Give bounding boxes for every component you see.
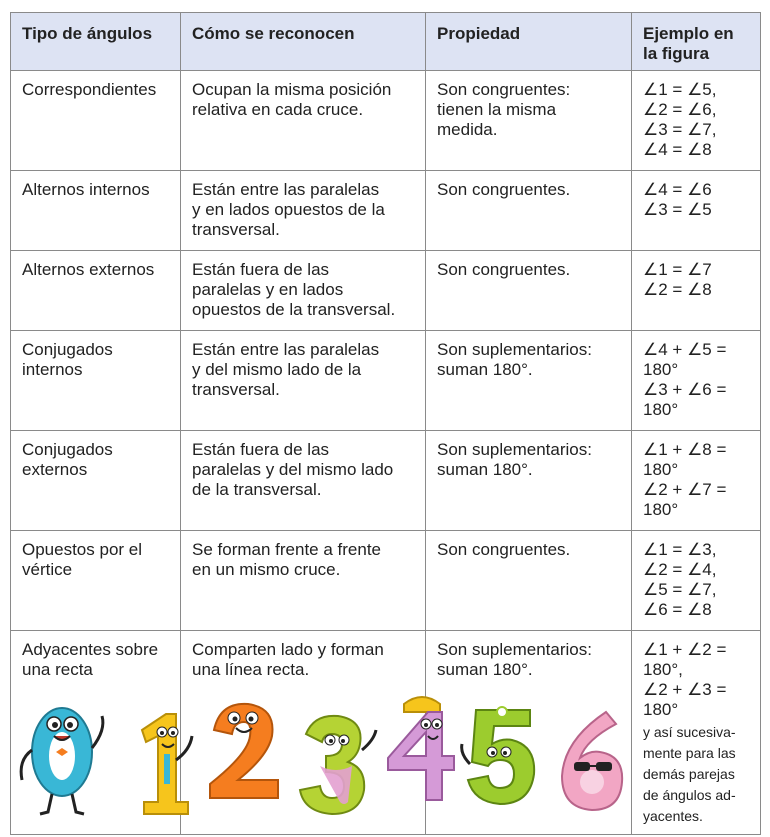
cell-line: medida. — [437, 120, 498, 139]
cell-propiedad — [426, 631, 632, 835]
cell-tipo — [11, 331, 181, 431]
table-row — [11, 251, 761, 331]
cell-reconocen — [181, 431, 426, 531]
cell-ejemplo — [632, 71, 761, 171]
cell-reconocen — [181, 71, 426, 171]
cell-ejemplo — [632, 251, 761, 331]
cell-line: suman 180°. — [437, 360, 533, 379]
cell-line: Son congruentes: — [437, 80, 571, 99]
cell-note-line: de ángulos ad- — [643, 787, 736, 803]
cell-ejemplo — [632, 531, 761, 631]
header-ejemplo-line: Ejemplo en — [643, 24, 734, 43]
cell-tipo — [11, 171, 181, 251]
cell-line: Alternos internos — [22, 180, 150, 199]
cell-line: Ocupan la misma posición — [192, 80, 392, 99]
header-tipo: Tipo de ángulos — [11, 13, 181, 71]
cell-ejemplo — [632, 331, 761, 431]
cell-line: ∠1 = ∠7 — [643, 260, 712, 279]
cell-line: opuestos de la transversal. — [192, 300, 396, 319]
cell-line: Conjugados — [22, 440, 113, 459]
table-row — [11, 531, 761, 631]
cell-line: de la transversal. — [192, 480, 322, 499]
cell-line: ∠4 + ∠5 = — [643, 340, 727, 359]
cell-line: paralelas y en lados — [192, 280, 344, 299]
header-ejemplo — [632, 13, 761, 71]
cell-line: Están fuera de las — [192, 440, 330, 459]
cell-line: ∠6 = ∠8 — [643, 600, 712, 619]
cell-line: Son congruentes. — [437, 260, 571, 279]
cell-line: 180° — [643, 360, 679, 379]
cell-line: suman 180°. — [437, 460, 533, 479]
cell-tipo — [11, 431, 181, 531]
cell-line: 180°, — [643, 660, 683, 679]
cell-line: y del mismo lado de la — [192, 360, 362, 379]
cell-line: Son suplementarios: — [437, 440, 592, 459]
cell-line: una recta — [22, 660, 93, 679]
cell-note-line: mente para las — [643, 745, 736, 761]
cell-line: y en lados opuestos de la — [192, 200, 385, 219]
cell-line: ∠2 = ∠8 — [643, 280, 712, 299]
cell-propiedad — [426, 531, 632, 631]
cell-line: Correspondientes — [22, 80, 157, 99]
cell-tipo — [11, 251, 181, 331]
header-reconocen: Cómo se reconocen — [181, 13, 426, 71]
cell-line: transversal. — [192, 380, 280, 399]
cell-line: externos — [22, 460, 88, 479]
cell-line: suman 180°. — [437, 660, 533, 679]
cell-line: ∠1 = ∠3, — [643, 540, 717, 559]
table-row — [11, 431, 761, 531]
cell-line: ∠4 = ∠8 — [643, 140, 712, 159]
cell-line: Están fuera de las — [192, 260, 330, 279]
cell-ejemplo — [632, 431, 761, 531]
cell-note-line: demás parejas — [643, 766, 735, 782]
cell-line: Opuestos por el — [22, 540, 143, 559]
cell-line: ∠3 = ∠5 — [643, 200, 712, 219]
cell-line: ∠1 + ∠8 = — [643, 440, 727, 459]
cell-line: 180° — [643, 700, 679, 719]
cell-ejemplo — [632, 171, 761, 251]
cell-reconocen — [181, 331, 426, 431]
cell-line: ∠2 = ∠4, — [643, 560, 717, 579]
cell-propiedad — [426, 71, 632, 171]
cell-line: paralelas y del mismo lado — [192, 460, 394, 479]
cell-note — [643, 722, 750, 827]
cell-line: ∠1 + ∠2 = — [643, 640, 727, 659]
cell-line: Son congruentes. — [437, 180, 571, 199]
cell-note-line: yacentes. — [643, 808, 703, 824]
header-ejemplo-line: la figura — [643, 44, 710, 63]
cell-line: 180° — [643, 460, 679, 479]
cell-line: tienen la misma — [437, 100, 557, 119]
cell-reconocen — [181, 531, 426, 631]
table-row — [11, 71, 761, 171]
angles-table — [10, 12, 761, 835]
cell-line: 180° — [643, 400, 679, 419]
cell-line: Alternos externos — [22, 260, 155, 279]
cell-line: Se forman frente a frente — [192, 540, 381, 559]
cell-propiedad — [426, 171, 632, 251]
cell-line: relativa en cada cruce. — [192, 100, 364, 119]
cell-line: internos — [22, 360, 83, 379]
cell-line: ∠2 = ∠6, — [643, 100, 717, 119]
table-header-row — [11, 13, 761, 71]
cell-line: Comparten lado y forman — [192, 640, 384, 659]
cell-line: Son congruentes. — [437, 540, 571, 559]
cell-reconocen — [181, 251, 426, 331]
cell-line: en un mismo cruce. — [192, 560, 341, 579]
cell-line: ∠2 + ∠7 = — [643, 480, 727, 499]
cell-line: Son suplementarios: — [437, 340, 592, 359]
table-body — [11, 71, 761, 835]
cell-tipo — [11, 631, 181, 835]
cell-line: transversal. — [192, 220, 280, 239]
cell-line: ∠5 = ∠7, — [643, 580, 717, 599]
table-row — [11, 331, 761, 431]
table-row — [11, 631, 761, 835]
cell-propiedad — [426, 331, 632, 431]
table-row — [11, 171, 761, 251]
cell-line: Conjugados — [22, 340, 113, 359]
cell-ejemplo — [632, 631, 761, 835]
cell-tipo — [11, 71, 181, 171]
cell-note-line: y así sucesiva- — [643, 724, 736, 740]
cell-line: Adyacentes sobre — [22, 640, 159, 659]
cell-line: ∠3 = ∠7, — [643, 120, 717, 139]
cell-line: vértice — [22, 560, 73, 579]
cell-line: Están entre las paralelas — [192, 180, 380, 199]
cell-tipo — [11, 531, 181, 631]
header-propiedad: Propiedad — [426, 13, 632, 71]
cell-line: ∠1 = ∠5, — [643, 80, 717, 99]
cell-reconocen — [181, 171, 426, 251]
cell-line: una línea recta. — [192, 660, 310, 679]
cell-line: 180° — [643, 500, 679, 519]
cell-propiedad — [426, 431, 632, 531]
cell-line: ∠2 + ∠3 = — [643, 680, 727, 699]
cell-line: Están entre las paralelas — [192, 340, 380, 359]
cell-propiedad — [426, 251, 632, 331]
cell-line: Son suplementarios: — [437, 640, 592, 659]
cell-reconocen — [181, 631, 426, 835]
cell-line: ∠3 + ∠6 = — [643, 380, 727, 399]
cell-line: ∠4 = ∠6 — [643, 180, 712, 199]
